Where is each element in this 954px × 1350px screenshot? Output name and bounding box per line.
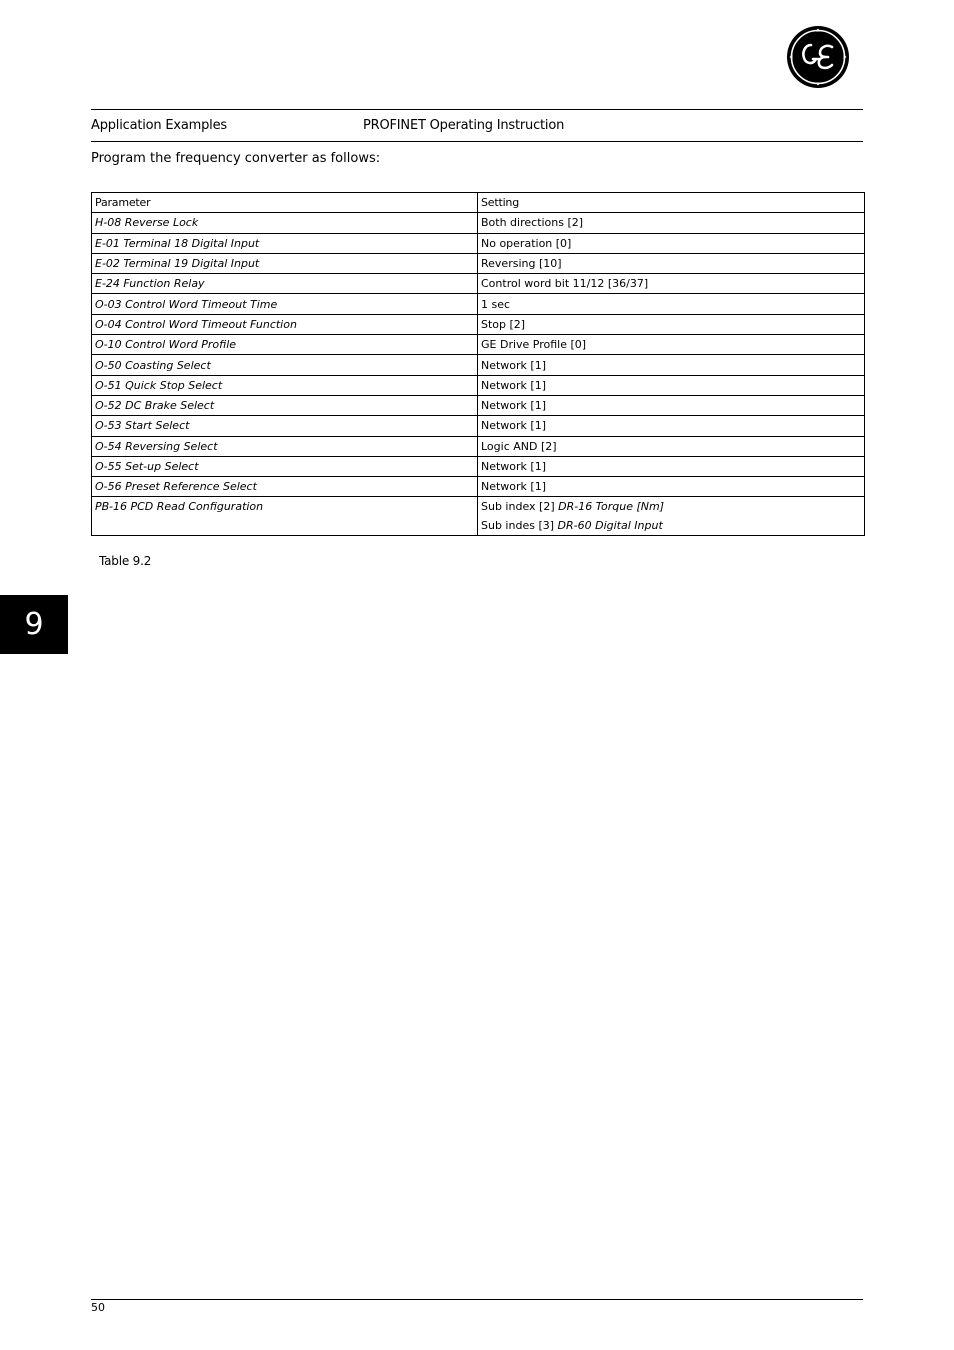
setting-line	[481, 497, 861, 516]
header-rule-bottom	[91, 141, 863, 142]
ge-logo	[786, 25, 850, 89]
column-header-setting: Setting	[478, 193, 865, 213]
setting-cell: Logic AND [2]	[478, 436, 865, 456]
setting-cell: Network [1]	[478, 477, 865, 497]
table-row	[92, 497, 865, 536]
table-row	[92, 213, 865, 233]
parameter-cell: H-08 Reverse Lock	[92, 213, 478, 233]
column-header-parameter: Parameter	[92, 193, 478, 213]
setting-cell: Both directions [2]	[478, 213, 865, 233]
setting-cell: No operation [0]	[478, 233, 865, 253]
setting-cell	[478, 497, 865, 536]
table-row	[92, 335, 865, 355]
parameter-cell: O-10 Control Word Profile	[92, 335, 478, 355]
parameter-cell: O-55 Set-up Select	[92, 456, 478, 476]
chapter-tab: 9	[0, 595, 68, 654]
parameter-cell: O-56 Preset Reference Select	[92, 477, 478, 497]
setting-cell: Network [1]	[478, 355, 865, 375]
header-rule-top	[91, 109, 863, 110]
parameter-table	[91, 192, 865, 536]
setting-prefix: Sub indes [3]	[481, 519, 558, 533]
setting-line	[481, 516, 861, 535]
setting-cell: Network [1]	[478, 375, 865, 395]
parameter-cell: O-51 Quick Stop Select	[92, 375, 478, 395]
parameter-cell: O-03 Control Word Timeout Time	[92, 294, 478, 314]
parameter-cell: E-01 Terminal 18 Digital Input	[92, 233, 478, 253]
page-number: 50	[91, 1301, 105, 1314]
parameter-cell: O-50 Coasting Select	[92, 355, 478, 375]
table-row	[92, 395, 865, 415]
table-row	[92, 233, 865, 253]
setting-cell: Network [1]	[478, 456, 865, 476]
setting-cell: 1 sec	[478, 294, 865, 314]
parameter-cell: O-04 Control Word Timeout Function	[92, 314, 478, 334]
parameter-text: PB-16 PCD Read Configuration	[95, 500, 264, 514]
header-section: Application Examples	[91, 118, 227, 133]
setting-prefix: Sub index [2]	[481, 500, 559, 514]
setting-cell: Stop [2]	[478, 314, 865, 334]
table-row	[92, 253, 865, 273]
parameter-cell: O-52 DC Brake Select	[92, 395, 478, 415]
table-row	[92, 477, 865, 497]
parameter-cell: E-02 Terminal 19 Digital Input	[92, 253, 478, 273]
setting-cell: Control word bit 11/12 [36/37]	[478, 274, 865, 294]
setting-cell: Network [1]	[478, 416, 865, 436]
table-row	[92, 456, 865, 476]
table-row	[92, 416, 865, 436]
footer-rule	[91, 1299, 863, 1300]
intro-text: Program the frequency converter as follows:	[91, 151, 381, 166]
parameter-cell: O-53 Start Select	[92, 416, 478, 436]
table-row	[92, 294, 865, 314]
setting-cell: GE Drive Profile [0]	[478, 335, 865, 355]
setting-cell: Network [1]	[478, 395, 865, 415]
setting-cell: Reversing [10]	[478, 253, 865, 273]
table-row	[92, 274, 865, 294]
table-caption: Table 9.2	[99, 554, 152, 568]
parameter-cell: O-54 Reversing Select	[92, 436, 478, 456]
table-row	[92, 355, 865, 375]
setting-reference: DR-16 Torque [Nm]	[558, 500, 665, 514]
table-row	[92, 375, 865, 395]
table-row	[92, 436, 865, 456]
table-row	[92, 314, 865, 334]
header-doc-title: PROFINET Operating Instruction	[363, 118, 565, 133]
parameter-cell	[92, 497, 478, 536]
setting-reference: DR-60 Digital Input	[557, 519, 663, 533]
parameter-cell: E-24 Function Relay	[92, 274, 478, 294]
table-header-row	[92, 193, 865, 213]
